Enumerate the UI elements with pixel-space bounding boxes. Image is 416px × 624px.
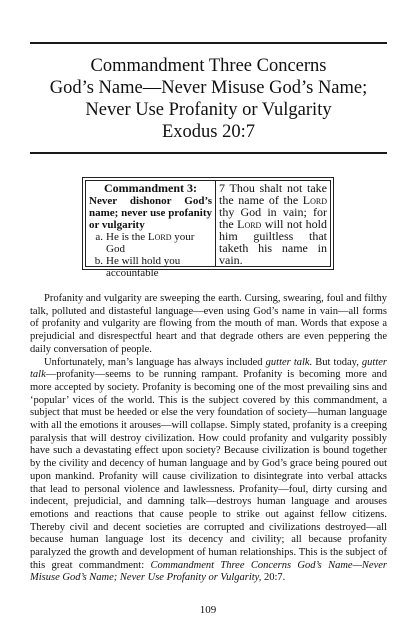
scripture-column: 7 Thou shalt not take the name of the Lord thy God in vain; for the Lord will not hold him guiltless that taketh his name in vain. (219, 181, 327, 267)
paragraph-1: Profanity and vulgarity are sweeping the earth. Cursing, swearing, foul and filthy talk, polluted and distasteful language—even using God’s name in vain—all forms of profanity and vulgarity are flowing from the mouth of man. Words that expose a prejudicial and disrespectful heart and that degrade others are even peppering the daily conversation of people. (30, 293, 387, 355)
heading-line-1: Commandment Three Concerns (90, 56, 327, 76)
outline-item (89, 255, 212, 279)
heading-line-3: Never Use Profanity or Vulgarity (85, 100, 332, 120)
bottom-rule (30, 152, 387, 154)
outline-item-label: b. (94, 255, 103, 267)
outline-item-label: a. (95, 231, 103, 243)
top-rule (30, 42, 387, 44)
heading-line-4: Exodus 20:7 (161, 122, 255, 142)
outline-item-text: He is the Lord your God (106, 231, 195, 255)
body-text (30, 293, 387, 585)
page-number: 109 (199, 604, 217, 616)
chapter-heading (30, 55, 387, 143)
outline-title: Commandment 3: (104, 181, 197, 195)
outline-item (89, 231, 212, 255)
paragraph-2: Unfortunately, man’s language has always included gutter talk. But today, gutter talk—profanity—seems to be running rampant. Profanity is becoming more and more accepted by society. Profanity is becoming one of the most prevailing sins and ‘popular’ vices of the world. This is the subject covered by this commandment, a subject that must be heeded or else the very foundation of society—human language with all the emotions it arouses—will collapse. Simply stated, profanity is a creeping paralysis that will destroy civilization. How could profanity and vulgarity possibly have such a devastating effect upon society? Because civilization is bound together by the civility and decency of human language and by God’s grace being poured out upon mankind. Profanity will cause civilization to disintegrate into verbal attacks that lead to personal violence and lawlessness. Profanity—foul, dirty cursing and indecent, prejudicial, and damning talk—destroys human language and arouses emotions and reactions that cause people to strike out against fellow citizens. Thereby civil and decent societies are corrupted and civilizations destroyed—all because human language lost its decency and civility; all because profanity paralyzed the growth and development of human relationships. This is the subject of this great commandment: Commandment Three Concerns God’s Name—Never Misuse God’s Name; Never Use Profanity or Vulgarity, 20:7. (30, 356, 387, 584)
heading-line-2: God’s Name—Never Misuse God’s Name; (49, 78, 368, 98)
outline-subtitle: Never dishonor God’s name; never use profanity or vulgarity (89, 195, 212, 231)
outline-item-text: He will hold you accountable (106, 255, 181, 279)
commandment-summary-box (82, 177, 334, 279)
outline-column (86, 181, 216, 279)
